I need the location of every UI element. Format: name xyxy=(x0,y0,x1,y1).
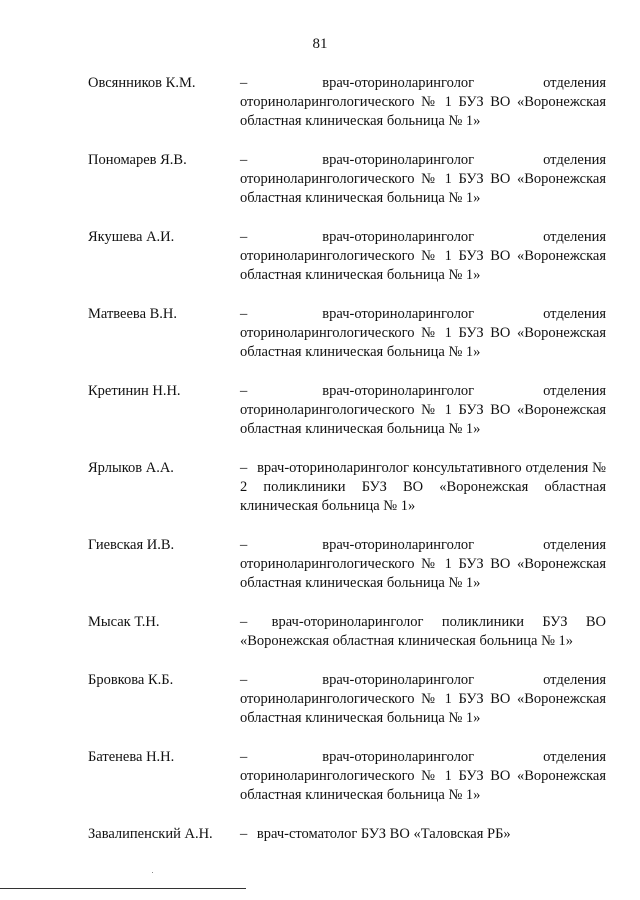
person-name: Пономарев Я.В. xyxy=(88,152,187,168)
position-title: врач-оториноларинголог xyxy=(322,383,475,399)
person-position xyxy=(240,305,606,362)
dash: – xyxy=(240,152,248,168)
list-item xyxy=(88,74,606,131)
position-organization: оториноларингологического № 1 БУЗ ВО «Воронежская областная клиническая больница № 1» xyxy=(240,248,606,283)
position-title: врач-оториноларинголог xyxy=(322,229,475,245)
person-name: Завалипенский А.Н. xyxy=(88,826,213,842)
position-title: врач-оториноларинголог xyxy=(322,75,475,91)
position-organization: оториноларингологического № 1 БУЗ ВО «Воронежская областная клиническая больница № 1» xyxy=(240,402,606,437)
position-organization: оториноларингологического № 1 БУЗ ВО «Воронежская областная клиническая больница № 1» xyxy=(240,768,606,803)
person-position xyxy=(240,613,606,651)
position-department: отделения xyxy=(543,537,607,553)
person-position xyxy=(240,825,606,844)
position-organization: оториноларингологического № 1 БУЗ ВО «Воронежская областная клиническая больница № 1» xyxy=(240,171,606,206)
list-item xyxy=(88,382,606,439)
dash: – xyxy=(240,383,248,399)
position-organization: оториноларингологического № 1 БУЗ ВО «Воронежская областная клиническая больница № 1» xyxy=(240,691,606,726)
person-position xyxy=(240,536,606,593)
position-department: отделения xyxy=(543,229,607,245)
person-name: Ярлыков А.А. xyxy=(88,460,174,476)
person-position xyxy=(240,228,606,285)
list-item xyxy=(88,228,606,285)
page-number: 81 xyxy=(312,36,328,52)
person-name: Кретинин Н.Н. xyxy=(88,383,181,399)
position-first-line xyxy=(240,671,606,690)
position-first-line xyxy=(240,151,606,170)
person-name: Бровкова К.Б. xyxy=(88,672,174,688)
position-text: врач-оториноларинголог консультативного отделения № 2 поликлиники БУЗ ВО «Воронежская областная клиническая больница № 1» xyxy=(240,460,606,514)
list-item xyxy=(88,536,606,593)
person-position xyxy=(240,671,606,728)
dash: – xyxy=(240,460,248,476)
dash: – xyxy=(240,826,248,842)
dash: – xyxy=(240,75,248,91)
list-item xyxy=(88,671,606,728)
person-name: Матвеева В.Н. xyxy=(88,306,178,322)
dash: – xyxy=(240,614,248,630)
position-first-line xyxy=(240,382,606,401)
person-position xyxy=(240,382,606,439)
position-title: врач-оториноларинголог xyxy=(322,672,475,688)
position-department: отделения xyxy=(543,672,607,688)
list-item xyxy=(88,305,606,362)
dash: – xyxy=(240,537,248,553)
dash: – xyxy=(240,306,248,322)
person-position xyxy=(240,151,606,208)
position-department: отделения xyxy=(543,749,607,765)
position-first-line xyxy=(240,748,606,767)
list-item xyxy=(88,151,606,208)
dash: – xyxy=(240,672,248,688)
person-position xyxy=(240,748,606,805)
position-first-line xyxy=(240,74,606,93)
person-name: Мысак Т.Н. xyxy=(88,614,160,630)
person-name: Гиевская И.В. xyxy=(88,537,175,553)
position-text: врач-оториноларинголог поликлиники БУЗ ВО «Воронежская областная клиническая больница № 1» xyxy=(240,614,607,649)
position-title: врач-оториноларинголог xyxy=(322,306,475,322)
position-title: врач-оториноларинголог xyxy=(322,152,475,168)
scan-speck xyxy=(152,872,153,873)
dash: – xyxy=(240,229,248,245)
person-name: Якушева А.И. xyxy=(88,229,175,245)
position-first-line xyxy=(240,536,606,555)
position-department: отделения xyxy=(543,306,607,322)
position-first-line xyxy=(240,228,606,247)
footnote-rule xyxy=(0,888,246,889)
person-name: Овсянников К.М. xyxy=(88,75,196,91)
position-organization: оториноларингологического № 1 БУЗ ВО «Воронежская областная клиническая больница № 1» xyxy=(240,325,606,360)
position-title: врач-оториноларинголог xyxy=(322,749,475,765)
position-first-line xyxy=(240,305,606,324)
position-department: отделения xyxy=(543,383,607,399)
list-item xyxy=(88,613,606,651)
staff-list xyxy=(0,74,640,864)
position-department: отделения xyxy=(543,152,607,168)
person-name: Батенева Н.Н. xyxy=(88,749,175,765)
position-organization: оториноларингологического № 1 БУЗ ВО «Воронежская областная клиническая больница № 1» xyxy=(240,94,606,129)
person-position xyxy=(240,459,606,516)
position-text: врач-стоматолог БУЗ ВО «Таловская РБ» xyxy=(256,826,511,842)
list-item xyxy=(88,748,606,805)
position-organization: оториноларингологического № 1 БУЗ ВО «Воронежская областная клиническая больница № 1» xyxy=(240,556,606,591)
list-item xyxy=(88,825,606,844)
dash: – xyxy=(240,749,248,765)
list-item xyxy=(88,459,606,516)
position-department: отделения xyxy=(543,75,607,91)
person-position xyxy=(240,74,606,131)
position-title: врач-оториноларинголог xyxy=(322,537,475,553)
